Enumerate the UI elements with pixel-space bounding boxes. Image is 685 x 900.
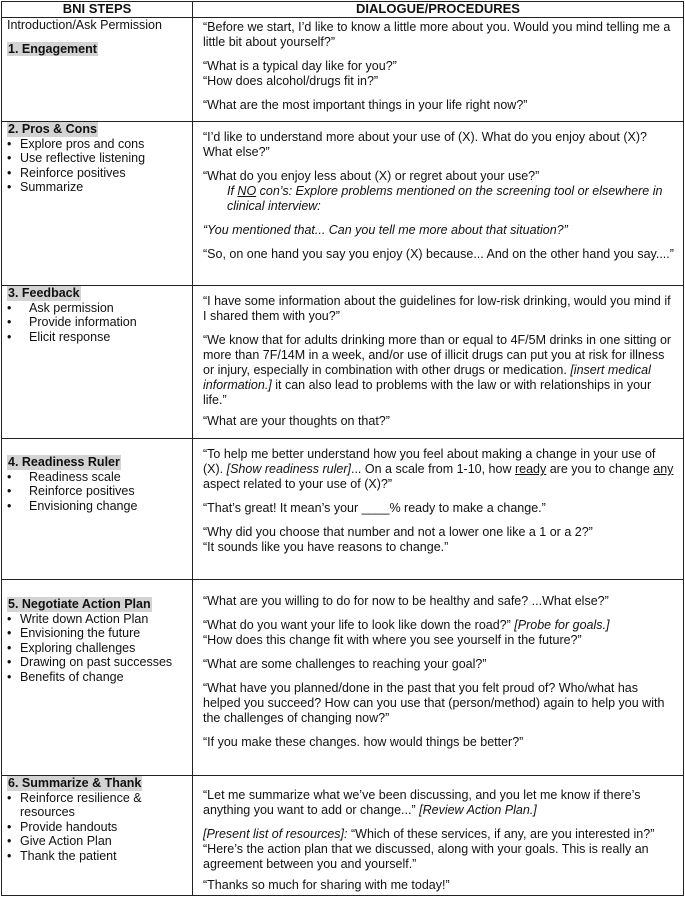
dialogue-line: “What are your thoughts on that?” — [203, 414, 390, 428]
dialogue-text: are you to change — [546, 462, 654, 476]
bullet-item: • Provide information — [7, 315, 189, 330]
intro-label: Introduction/Ask Permission — [7, 18, 162, 32]
dialogue-line: “If you make these changes. how would things be better?” — [203, 735, 524, 749]
dialogue-cell — [193, 580, 684, 776]
dialogue-line — [203, 447, 677, 492]
dialogue-line: “Here’s the action plan that we discussed, along with your goals. This is really an agreement between you and yourself.” — [203, 842, 649, 871]
bullet-item: • Thank the patient — [7, 849, 189, 864]
dialogue-cell — [193, 18, 684, 122]
dialogue-line: “What are the most important things in your life right now?” — [203, 98, 528, 112]
dialogue-text: “Let me summarize what we’ve been discussing, and you let me know if there’s anything you want to add or change...” — [203, 788, 641, 817]
dialogue-instruction: [insert medical information.] — [203, 363, 651, 392]
dialogue-cell — [193, 122, 684, 286]
instruction-text: If — [227, 184, 238, 198]
dialogue-line: “What is a typical day like for you?” — [203, 59, 397, 73]
header-dialogue: DIALOGUE/PROCEDURES — [193, 2, 684, 18]
bullet-item: • Reinforce positives — [7, 166, 189, 181]
dialogue-line: “Thanks so much for sharing with me today!” — [203, 878, 450, 892]
step-bullets — [7, 470, 189, 514]
dialogue-instruction: [Show readiness ruler] — [226, 462, 351, 476]
steps-cell — [2, 439, 193, 580]
step-title: 2. Pros & Cons — [8, 122, 97, 136]
dialogue-line: “It sounds like you have reasons to change.” — [203, 540, 449, 554]
dialogue-line: “What are you willing to do for now to be healthy and safe? ...What else?” — [203, 594, 609, 608]
dialogue-line: “I’d like to understand more about your use of (X). What do you enjoy about (X)? What else?” — [203, 130, 647, 159]
bullet-item: • Drawing on past successes — [7, 655, 189, 670]
dialogue-line: “What are some challenges to reaching your goal?” — [203, 657, 487, 671]
dialogue-line: “I have some information about the guidelines for low-risk drinking, would you mind if I shared them with you?” — [203, 294, 671, 323]
row-pros-cons — [2, 122, 684, 286]
step-title: 6. Summarize & Thank — [8, 776, 142, 790]
dialogue-instruction: [Probe for goals.] — [514, 618, 610, 632]
row-summarize — [2, 776, 684, 896]
bullet-item: • Benefits of change — [7, 670, 189, 685]
dialogue-text: aspect related to your use of (X)?” — [203, 477, 392, 491]
dialogue-line: “You mentioned that... Can you tell me more about that situation?” — [203, 223, 568, 237]
dialogue-text: “Which of these services, if any, are you interested in?” — [347, 827, 655, 841]
bullet-item: • Use reflective listening — [7, 151, 189, 166]
step-title: 5. Negotiate Action Plan — [8, 597, 151, 611]
bullet-item: • Exploring challenges — [7, 641, 189, 656]
header-row — [2, 2, 684, 18]
bullet-item: • Readiness scale — [7, 470, 189, 485]
dialogue-line: “Why did you choose that number and not a lower one like a 1 or a 2?” — [203, 525, 593, 539]
bni-table — [1, 1, 684, 896]
bullet-item: • Reinforce resilience & resources — [7, 791, 189, 820]
dialogue-instruction: [Present list of resources]: — [203, 827, 348, 841]
step-bullets — [7, 137, 189, 195]
dialogue-line: “That’s great! It mean’s your ____% ready to make a change.” — [203, 501, 546, 515]
instruction-emphasis: NO — [237, 184, 257, 198]
steps-cell — [2, 122, 193, 286]
step-title: 4. Readiness Ruler — [8, 455, 120, 469]
dialogue-text: it can also lead to problems with the law or with relationships in your life.” — [203, 378, 652, 407]
dialogue-text: “What do you want your life to look like down the road?” — [203, 618, 515, 632]
bullet-item: • Ask permission — [7, 301, 189, 316]
dialogue-line: “So, on one hand you say you enjoy (X) because... And on the other hand you say....” — [203, 247, 674, 261]
step-bullets — [7, 612, 189, 685]
dialogue-line — [203, 827, 677, 842]
row-action-plan — [2, 580, 684, 776]
row-readiness — [2, 439, 684, 580]
dialogue-line — [203, 618, 677, 633]
dialogue-line: “How does this change fit with where you see yourself in the future?” — [203, 633, 582, 647]
dialogue-line: “Before we start, I’d like to know a little more about you. Would you mind telling me a little bit about yourself?” — [203, 20, 671, 49]
bullet-item: • Envisioning the future — [7, 626, 189, 641]
bullet-item: • Envisioning change — [7, 499, 189, 514]
bullet-item: • Write down Action Plan — [7, 612, 189, 627]
step-title: 3. Feedback — [8, 286, 80, 300]
bullet-item: • Explore pros and cons — [7, 137, 189, 152]
bullet-item: • Provide handouts — [7, 820, 189, 835]
bullet-item: • Give Action Plan — [7, 834, 189, 849]
instruction-line — [203, 184, 677, 214]
row-feedback — [2, 286, 684, 439]
steps-cell — [2, 580, 193, 776]
row-engagement — [2, 18, 684, 122]
bullet-item: • Summarize — [7, 180, 189, 195]
steps-cell — [2, 286, 193, 439]
dialogue-text: “We know that for adults drinking more than or equal to 4F/5M drinks in one sitting or more than 7F/14M in a week, and/or use of illicit drugs can put you at risk for illness or injury, especially in combination with other drugs or medication. — [203, 333, 672, 377]
dialogue-line: “What have you planned/done in the past that you felt proud of? Who/what has helped you succeed? How can you use that (person/method) again to help you with the challenges of changing now?” — [203, 681, 665, 725]
dialogue-line — [203, 333, 677, 408]
step-title: 1. Engagement — [8, 41, 97, 56]
dialogue-line: “How does alcohol/drugs fit in?” — [203, 74, 379, 88]
dialogue-text: ... On a scale from 1-10, how — [350, 462, 515, 476]
dialogue-cell — [193, 286, 684, 439]
dialogue-emphasis: any — [653, 462, 674, 476]
dialogue-instruction: [Review Action Plan.] — [419, 803, 537, 817]
dialogue-emphasis: ready — [514, 462, 547, 476]
step-bullets — [7, 791, 189, 864]
bullet-item: • Reinforce positives — [7, 484, 189, 499]
dialogue-cell — [193, 776, 684, 896]
instruction-text: con’s: Explore problems mentioned on the screening tool or elsewhere in clinical interview: — [227, 184, 663, 213]
steps-cell — [2, 776, 193, 896]
dialogue-text: “To help me better understand how you feel about making a change in your use of (X). — [203, 447, 656, 476]
steps-cell — [2, 18, 193, 122]
dialogue-cell — [193, 439, 684, 580]
step-bullets — [7, 301, 189, 345]
header-steps: BNI STEPS — [2, 2, 193, 18]
bullet-item: • Elicit response — [7, 330, 189, 345]
dialogue-line: “What do you enjoy less about (X) or regret about your use?” — [203, 169, 540, 183]
dialogue-line — [203, 788, 677, 818]
